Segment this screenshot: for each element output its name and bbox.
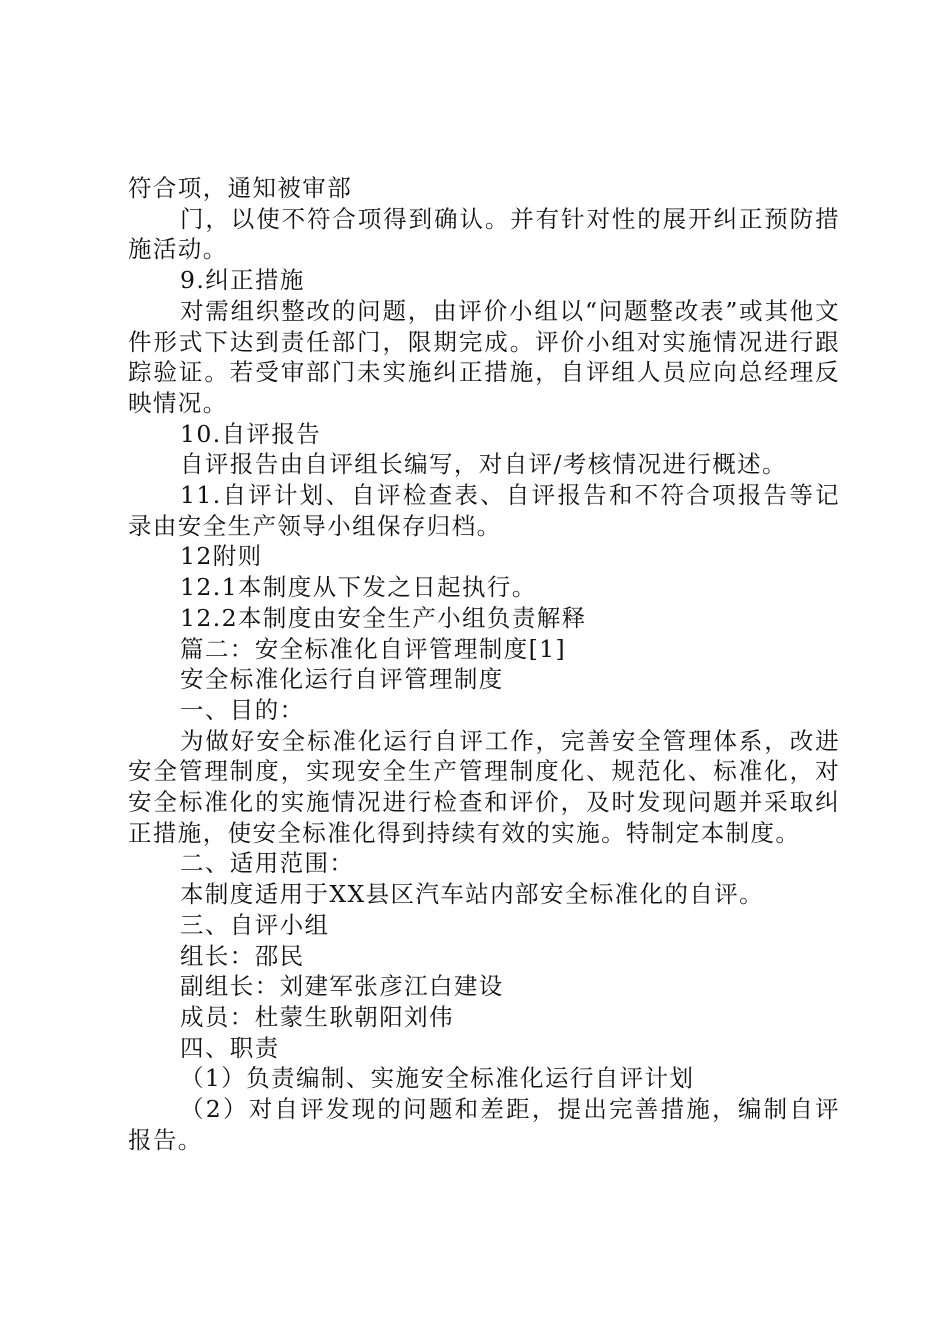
heading-scope: 二、适用范围： (180, 849, 355, 878)
paragraph-corrective-measures: 对需组织整改的问题，由评价小组以“问题整改表”或其他文件形式下达到责任部门，限期完成。评价小组对实施情况进行跟踪验证。若受审部门未实施纠正措施，自评组人员应向总经理反映情况。 (128, 296, 840, 417)
paragraph-purpose: 为做好安全标准化运行自评工作，完善安全管理体系，改进安全管理制度，实现安全生产管理制度化、规范化、标准化，对安全标准化的实施情况进行检查和评价，及时发现问题并采取纠正措施，使安全标准化得到持续有效的实施。特制定本制度。 (128, 726, 840, 847)
section-item-12-2: 12.2本制度由安全生产小组负责解释 (180, 603, 587, 632)
group-members: 成员：杜蒙生耿朝阳刘伟 (180, 1002, 454, 1031)
section-item-11: 11.自评计划、自评检查表、自评报告和不符合项报告等记录由安全生产领导小组保存归档。 (128, 481, 840, 540)
heading-purpose: 一、目的： (180, 695, 305, 724)
paragraph-scope: 本制度适用于XX县区汽车站内部安全标准化的自评。 (180, 880, 765, 909)
heading-group: 三、自评小组 (180, 910, 330, 939)
duty-item-2: （2）对自评发现的问题和差距，提出完善措施，编制自评报告。 (128, 1095, 840, 1154)
chapter-heading-2: 篇二：安全标准化自评管理制度[1] (180, 634, 567, 663)
paragraph-2: 门，以使不符合项得到确认。并有针对性的展开纠正预防措施活动。 (128, 204, 840, 264)
group-leader: 组长：邵民 (180, 941, 305, 970)
section-heading-9: 9.纠正措施 (180, 266, 305, 295)
duty-item-1: （1）负责编制、实施安全标准化运行自评计划 (180, 1064, 695, 1093)
paragraph-1: 符合项，通知被审部 (128, 174, 353, 202)
document-body (128, 173, 840, 1156)
section-heading-10: 10.自评报告 (180, 419, 322, 448)
group-deputy-leaders: 副组长：刘建军张彦江白建设 (180, 972, 504, 1001)
section-item-12-1: 12.1本制度从下发之日起执行。 (180, 573, 537, 602)
paragraph-self-evaluation-report: 自评报告由自评组长编写，对自评/考核情况进行概述。 (180, 450, 787, 479)
heading-duties: 四、职责 (180, 1033, 280, 1062)
document-title: 安全标准化运行自评管理制度 (180, 665, 504, 694)
section-heading-12: 12附则 (180, 542, 263, 571)
